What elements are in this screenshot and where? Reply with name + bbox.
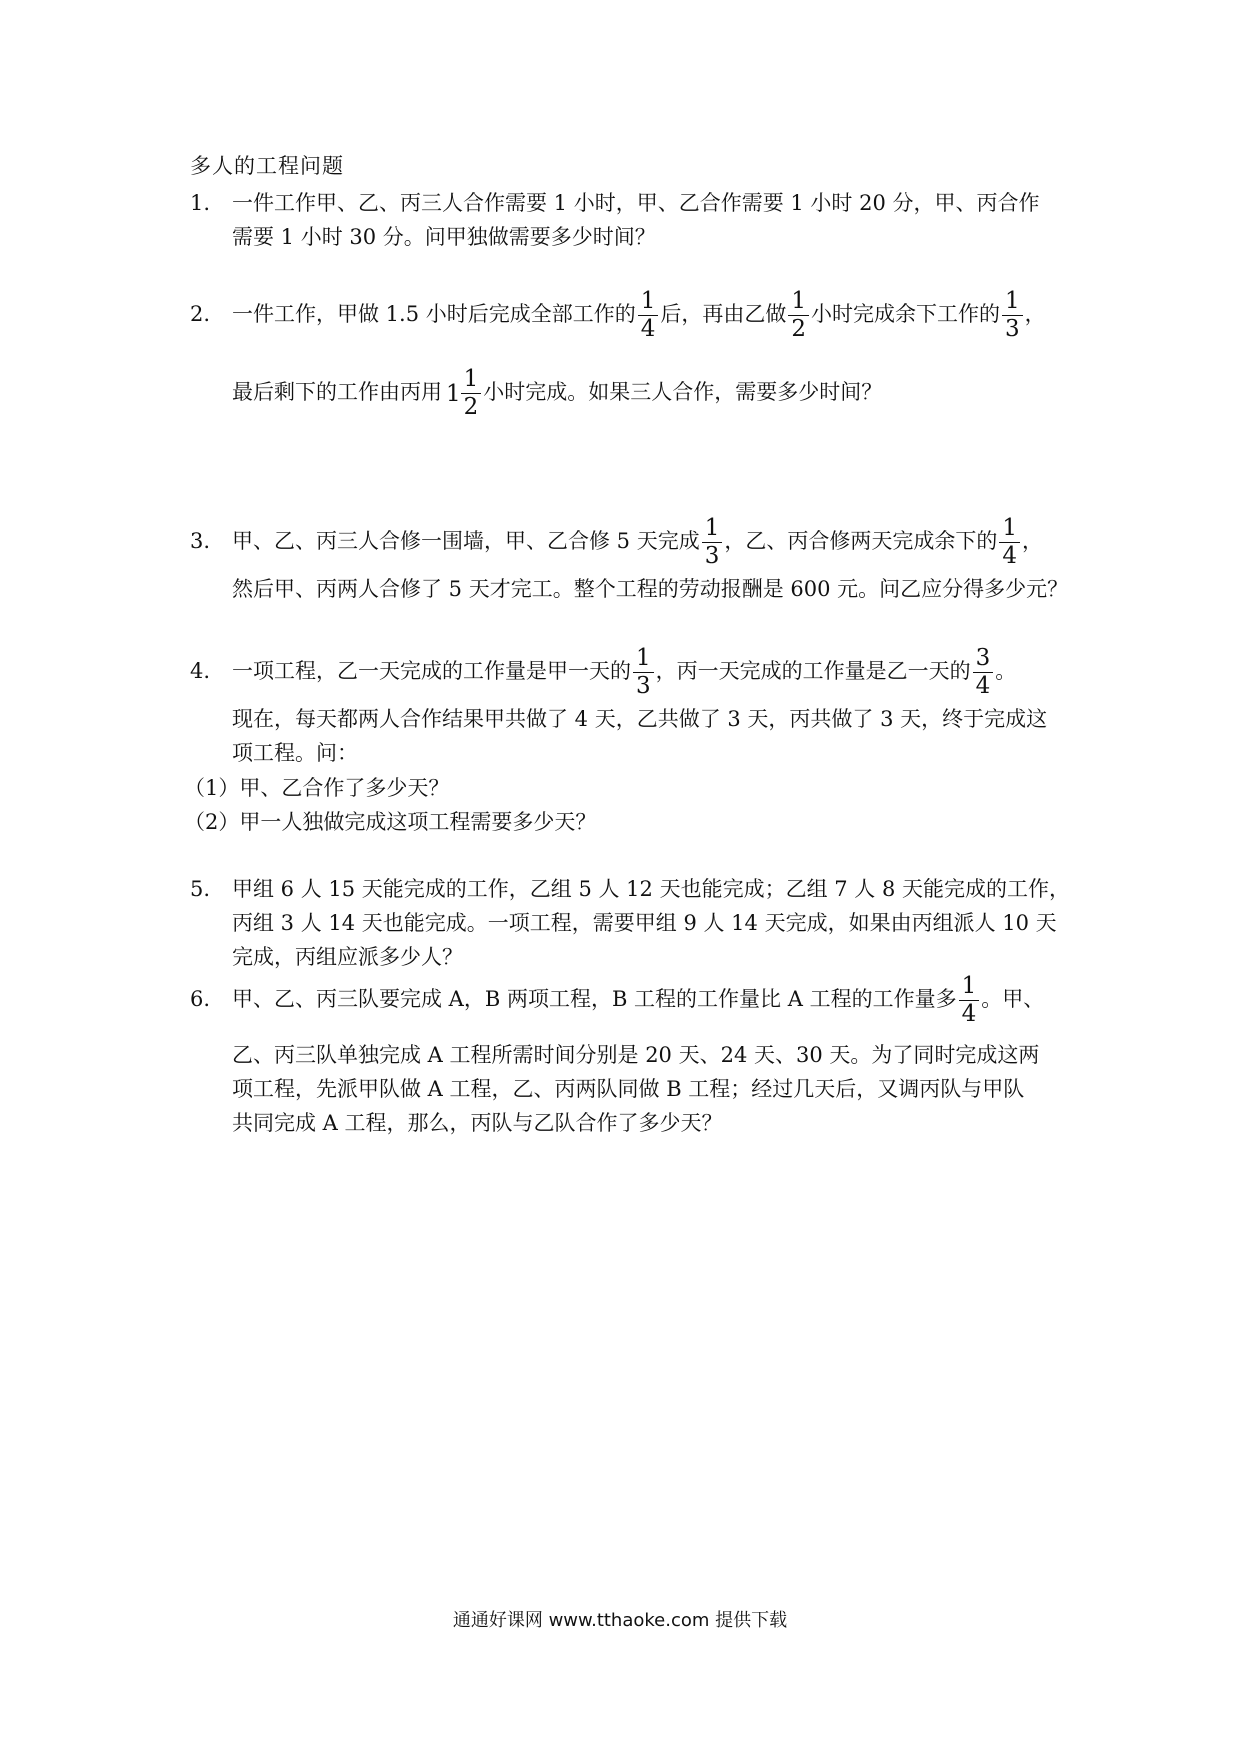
denominator: 3 <box>636 673 651 699</box>
problem-text-line: 然后甲、丙两人合修了 5 天才完工。整个工程的劳动报酬是 600 元。问乙应分得多少元？ <box>232 577 1069 601</box>
sub-question-2: （2）甲一人独做完成这项工程需要多少天？ <box>184 810 597 834</box>
problem-number: 5. <box>190 877 211 901</box>
problem-text-line: 乙、丙三队单独完成 A 工程所需时间分别是 20 天、24 天、30 天。为了同时完成这两 <box>232 1043 1040 1067</box>
numerator: 3 <box>973 647 994 673</box>
problem-text-line: 甲组 6 人 15 天能完成的工作，乙组 5 人 12 天也能完成；乙组 7 人 8 天能完成的工作， <box>232 877 1070 901</box>
problem-text-line <box>232 640 1070 702</box>
numerator: 1 <box>1002 290 1023 316</box>
problem-text-line <box>232 510 1070 572</box>
numerator: 1 <box>461 368 482 394</box>
text-run: 甲、乙、丙三队要完成 A，B 两项工程，B 工程的工作量比 A 工程的工作量多 <box>232 987 957 1011</box>
fraction <box>702 517 723 568</box>
problem-5 <box>190 872 1070 974</box>
numerator: 1 <box>788 290 809 316</box>
problem-number: 3. <box>190 529 211 553</box>
text-run: ， <box>1022 529 1043 553</box>
page-footer: 通通好课网 www.tthaoke.com 提供下载 <box>452 1610 788 1631</box>
numerator: 1 <box>638 290 659 316</box>
problem-text-line <box>232 968 1070 1030</box>
problem-text-line: 共同完成 A 工程，那么，丙队与乙队合作了多少天？ <box>232 1111 723 1135</box>
text-run: 一件工作，甲做 1.5 小时后完成全部工作的 <box>232 302 636 326</box>
problem-number: 6. <box>190 987 211 1011</box>
problem-text-line: 项工程。问： <box>232 741 358 765</box>
text-run: 。甲、 <box>981 987 1045 1011</box>
problem-6 <box>190 968 1070 1140</box>
denominator: 3 <box>704 543 720 569</box>
numerator: 1 <box>959 975 980 1001</box>
problem-number: 1. <box>190 191 211 215</box>
problem-3 <box>190 510 1070 606</box>
text-run: 后，再由乙做 <box>660 302 787 326</box>
text-run: ，丙一天完成的工作量是乙一天的 <box>655 659 971 683</box>
numerator: 1 <box>999 517 1020 543</box>
fraction <box>638 290 659 341</box>
sub-question-1: （1）甲、乙合作了多少天？ <box>184 776 450 800</box>
problem-text-line <box>232 361 1070 423</box>
problem-1 <box>190 186 1070 254</box>
denominator: 4 <box>640 316 656 342</box>
page-title: 多人的工程问题 <box>190 154 344 178</box>
denominator: 4 <box>1002 543 1017 569</box>
fraction <box>973 647 994 698</box>
text-run: 一项工程，乙一天完成的工作量是甲一天的 <box>232 659 631 683</box>
denominator: 2 <box>463 394 479 420</box>
numerator: 1 <box>633 647 654 673</box>
text-run: ，乙、丙合修两天完成余下的 <box>724 529 998 553</box>
problem-text-line: 项工程，先派甲队做 A 工程，乙、丙两队同做 B 工程；经过几天后，又调丙队与甲队 <box>232 1077 1025 1101</box>
fraction <box>461 368 482 419</box>
problem-text-line: 需要 1 小时 30 分。问甲独做需要多少时间？ <box>232 225 656 249</box>
denominator: 4 <box>975 673 991 699</box>
fraction <box>959 975 980 1026</box>
text-run: 。 <box>995 659 1017 683</box>
denominator: 2 <box>791 316 807 342</box>
text-run: 甲、乙、丙三人合修一围墙，甲、乙合修 5 天完成 <box>232 529 700 553</box>
fraction <box>633 647 654 698</box>
text-run: 小时完成余下工作的 <box>811 302 1001 326</box>
text-run: ， <box>1024 302 1046 326</box>
problem-text-line: 完成，丙组应派多少人？ <box>232 945 463 969</box>
problem-text-line: 一件工作甲、乙、丙三人合作需要 1 小时，甲、乙合作需要 1 小时 20 分，甲、丙合作 <box>232 191 1040 215</box>
problem-4 <box>190 640 1070 770</box>
problem-text-line: 丙组 3 人 14 天也能完成。一项工程，需要甲组 9 人 14 天完成，如果由丙组派人 10 天 <box>232 911 1057 935</box>
denominator: 3 <box>1005 316 1020 342</box>
problem-number: 2. <box>190 302 211 326</box>
fraction <box>788 290 809 341</box>
problem-text-line: 现在，每天都两人合作结果甲共做了 4 天，乙共做了 3 天，丙共做了 3 天，终于完成这 <box>232 707 1048 731</box>
problem-2 <box>190 283 1070 423</box>
text-run: 最后剩下的工作由丙用 <box>232 380 442 404</box>
problem-text-line <box>232 283 1070 345</box>
denominator: 4 <box>961 1001 977 1027</box>
fraction <box>999 517 1020 568</box>
mixed-number-whole: 1 <box>446 380 461 407</box>
fraction <box>1002 290 1023 341</box>
problem-number: 4. <box>190 659 211 683</box>
text-run: 小时完成。如果三人合作，需要多少时间？ <box>483 380 883 404</box>
numerator: 1 <box>702 517 723 543</box>
